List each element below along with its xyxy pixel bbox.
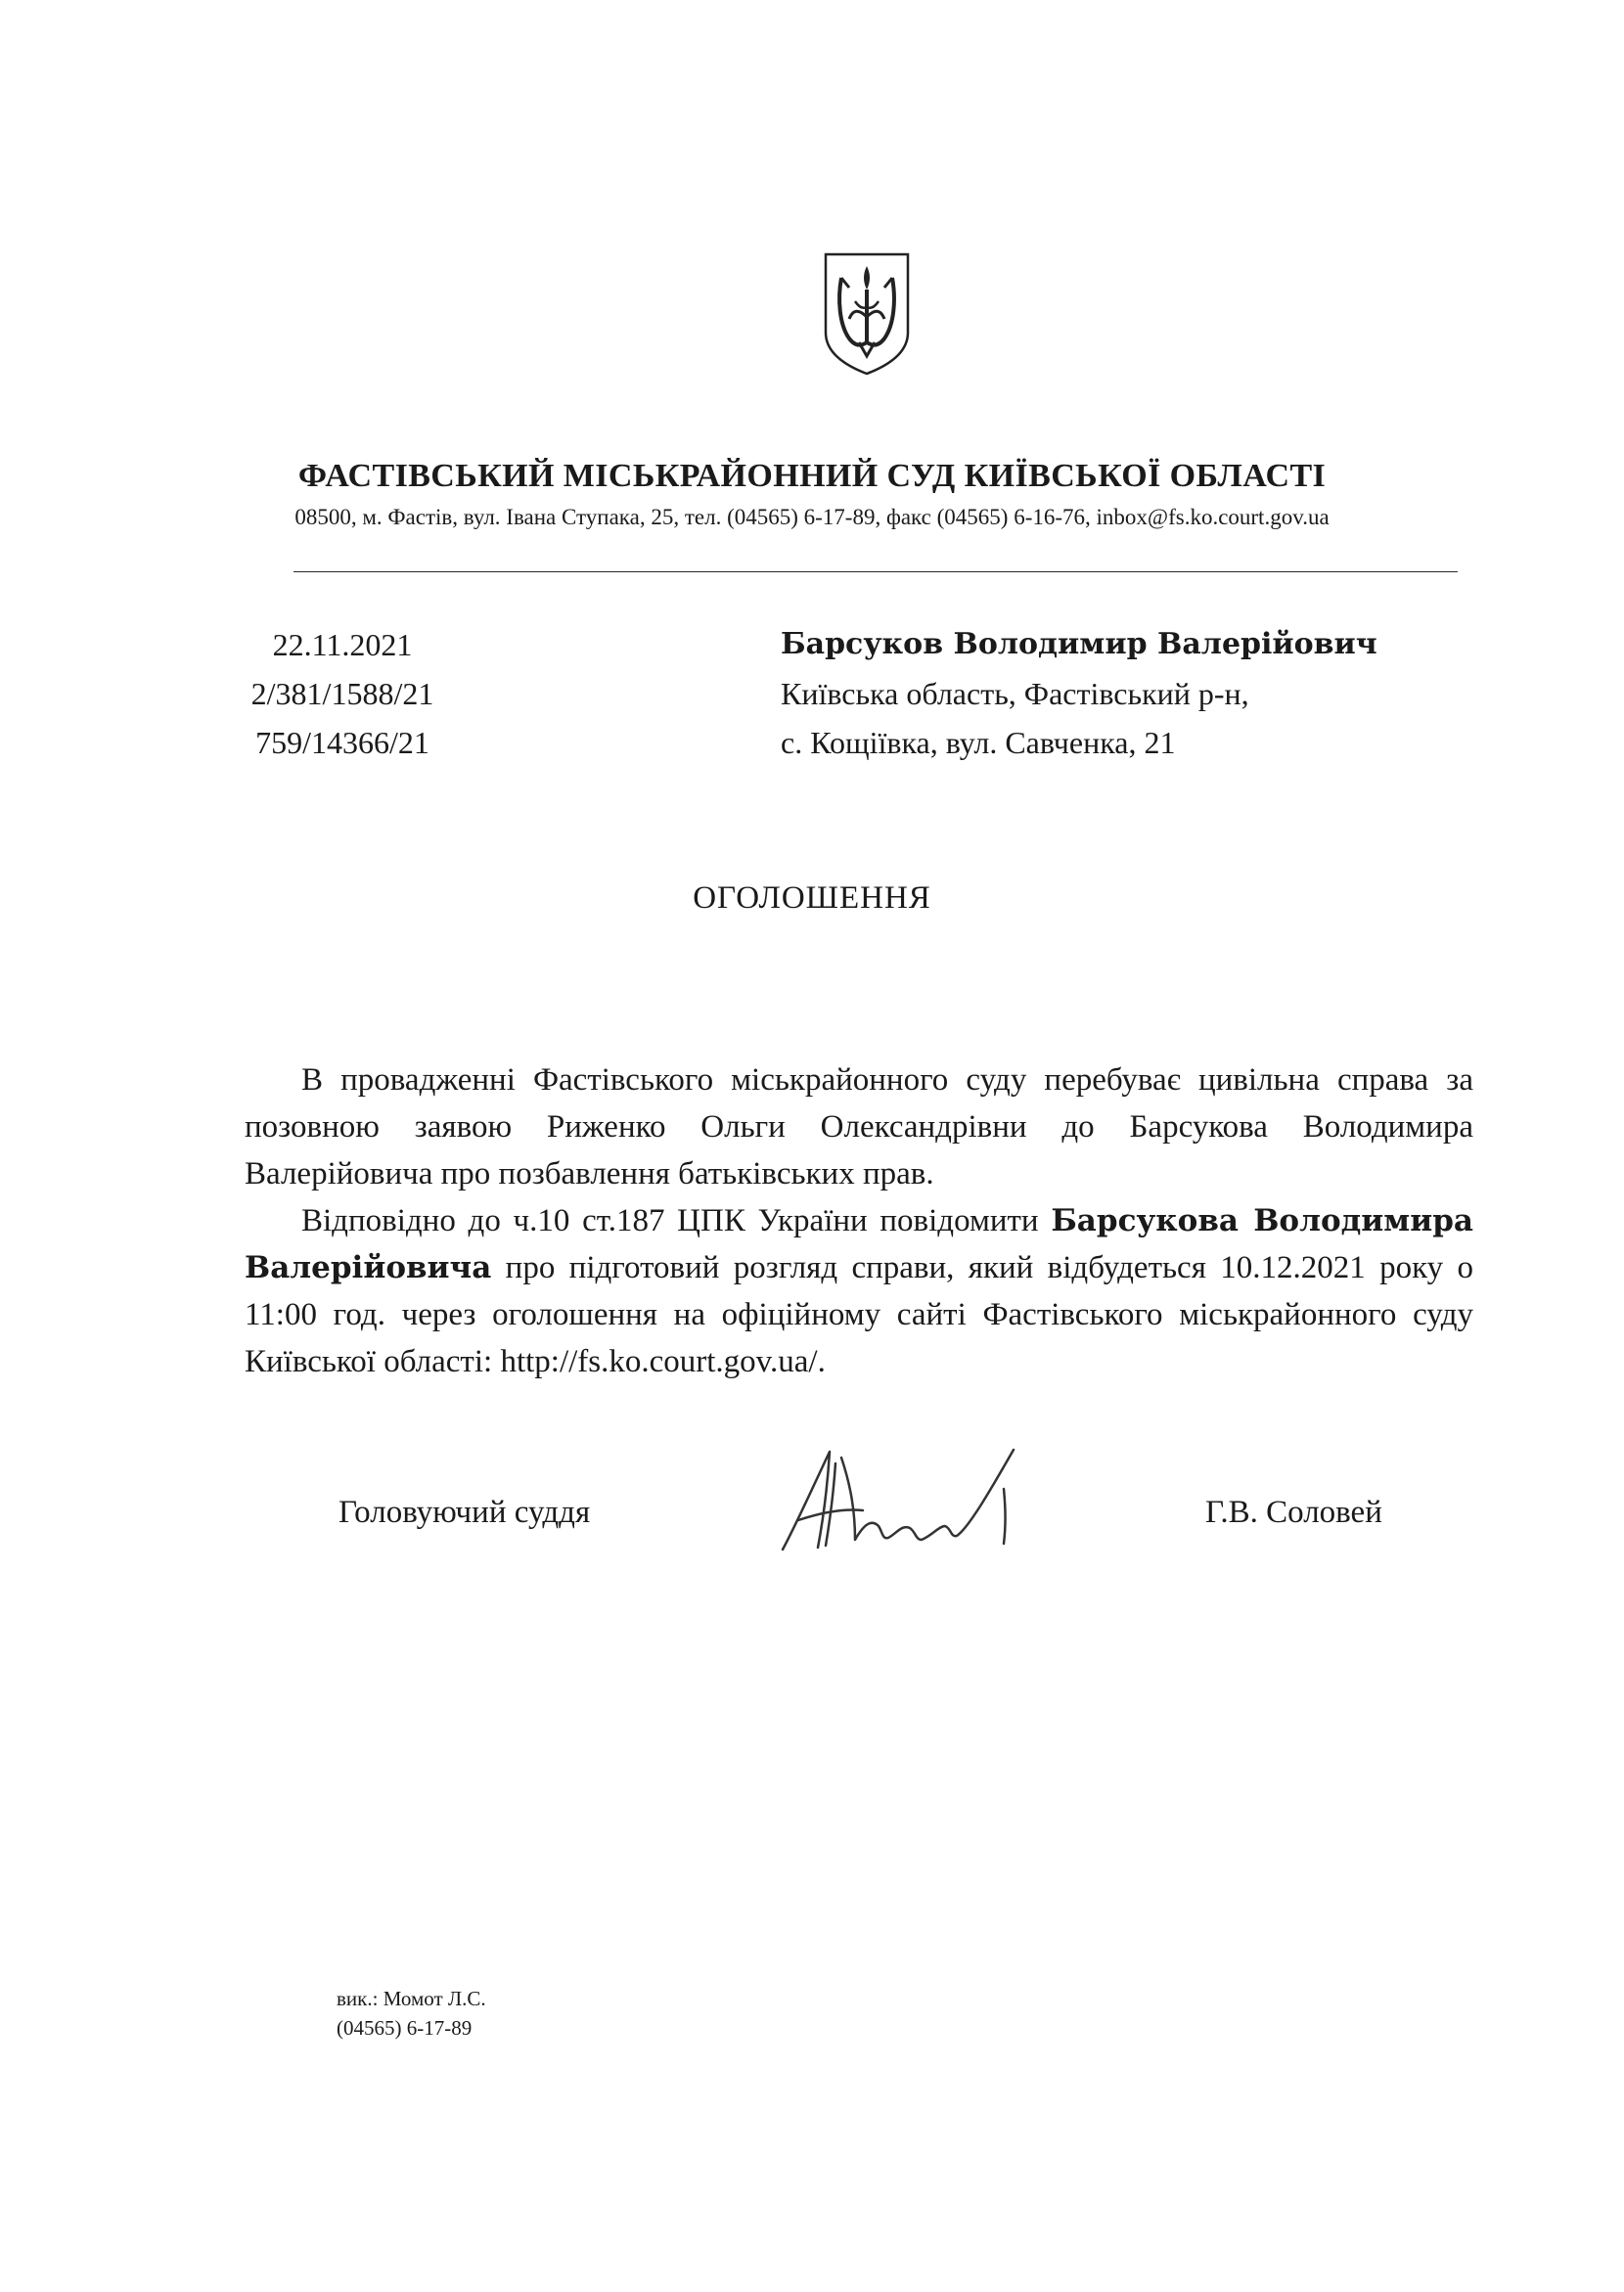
defendant-name: Барсукова Володимира Валерійовича: [245, 1203, 1473, 1285]
addressee-name: Барсуков Володимир Валерійович: [781, 627, 1377, 661]
announcement-body: [245, 1056, 1473, 1385]
case-number: 759/14366/21: [255, 725, 429, 760]
document-title: ОГОЛОШЕННЯ: [693, 880, 931, 916]
paragraph-2-suffix: про підготовий розгляд справи, який відбудеться 10.12.2021 року о 11:00 год. через оголошення на офіційному сайті Фастівського міськрайонного суду Київської області: http://fs.ko.court.gov.ua/.: [245, 1250, 1473, 1379]
document-meta: [196, 620, 489, 767]
court-name: ФАСТІВСЬКИЙ МІСЬКРАЙОННИЙ СУД КИЇВСЬКОЇ ОБЛАСТІ: [297, 458, 1327, 494]
header-divider: [293, 571, 1458, 572]
paragraph-1: В провадженні Фастівського міськрайонного суду перебуває цивільна справа за позовною заявою Риженко Ольги Олександрівни до Барсукова Володимира Валерійовича про позбавлення батьківських прав.: [245, 1062, 1473, 1191]
trident-coat-of-arms-icon: [820, 248, 914, 378]
signature-block: [0, 1495, 1624, 1593]
outgoing-number: 2/381/1588/21: [250, 676, 434, 711]
executor-info: [337, 1984, 486, 2043]
document-date: 22.11.2021: [272, 627, 413, 662]
court-contacts: 08500, м. Фастів, вул. Івана Ступака, 25, тел. (04565) 6-17-89, факс (04565) 6-16-76, inbox@fs.ko.court.gov.ua: [294, 505, 1330, 529]
judge-name: Г.В. Соловей: [1205, 1495, 1382, 1530]
paragraph-2: [245, 1197, 1473, 1385]
handwritten-signature-icon: [773, 1434, 1047, 1561]
addressee-block: [781, 620, 1377, 767]
executor-name: вик.: Момот Л.С.: [337, 1987, 486, 2010]
addressee-address-line1: Київська область, Фастівський р-н,: [781, 676, 1249, 711]
judge-title: Головуючий суддя: [338, 1495, 591, 1530]
addressee-address-line2: с. Кощіївка, вул. Савченка, 21: [781, 725, 1176, 760]
paragraph-2-prefix: Відповідно до ч.10 ст.187 ЦПК України повідомити: [301, 1203, 1052, 1238]
executor-phone: (04565) 6-17-89: [337, 2016, 473, 2040]
